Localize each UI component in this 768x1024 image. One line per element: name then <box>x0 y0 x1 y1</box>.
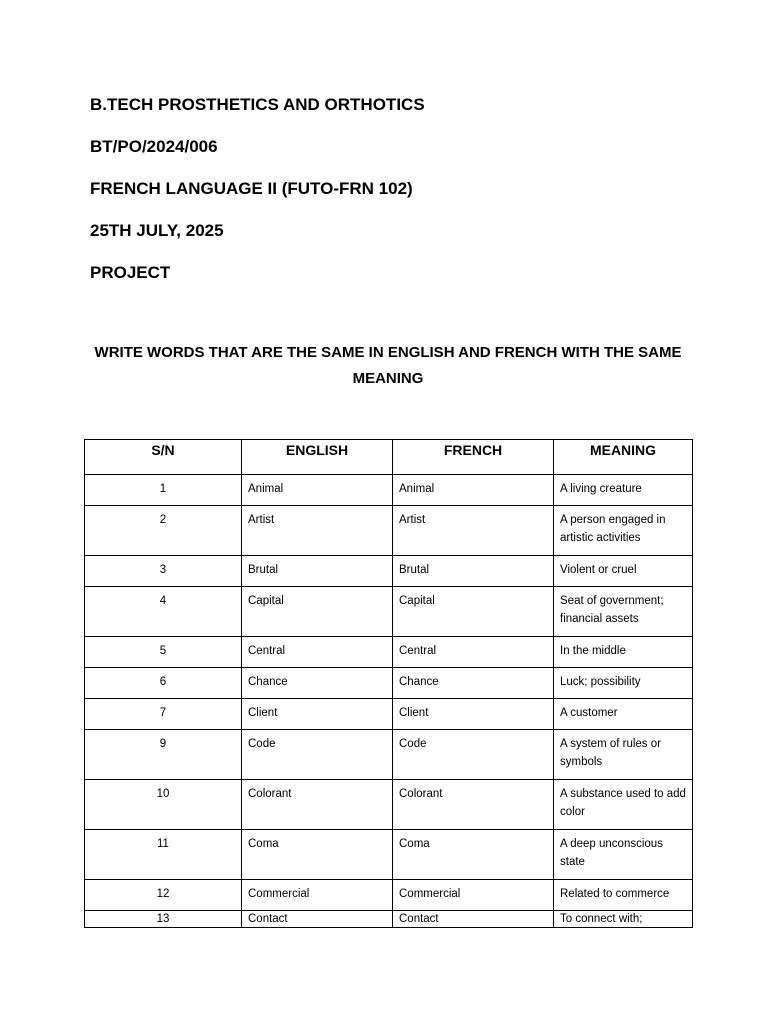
cell-french: Central <box>393 637 554 668</box>
column-header-english: ENGLISH <box>242 440 393 475</box>
cell-sn: 7 <box>85 699 242 730</box>
cell-french: Brutal <box>393 556 554 587</box>
cell-meaning: A living creature <box>554 475 693 506</box>
vocabulary-table <box>84 439 693 928</box>
cell-sn: 10 <box>85 780 242 830</box>
table-row <box>85 911 693 928</box>
cell-meaning: A deep unconscious state <box>554 830 693 880</box>
cell-meaning: To connect with; <box>554 911 693 928</box>
cell-english: Code <box>242 730 393 780</box>
cell-english: Client <box>242 699 393 730</box>
cell-french: Capital <box>393 587 554 637</box>
reg-number: BT/PO/2024/006 <box>90 137 218 156</box>
table-row <box>85 830 693 880</box>
table-row <box>85 556 693 587</box>
table-row <box>85 880 693 911</box>
cell-english: Coma <box>242 830 393 880</box>
cell-sn: 9 <box>85 730 242 780</box>
cell-meaning: A customer <box>554 699 693 730</box>
cell-meaning: A substance used to add color <box>554 780 693 830</box>
cell-english: Brutal <box>242 556 393 587</box>
cell-french: Coma <box>393 830 554 880</box>
table-row <box>85 506 693 556</box>
cell-french: Artist <box>393 506 554 556</box>
cell-sn: 11 <box>85 830 242 880</box>
table-row <box>85 780 693 830</box>
cell-sn: 3 <box>85 556 242 587</box>
cell-english: Artist <box>242 506 393 556</box>
column-header-sn: S/N <box>85 440 242 475</box>
cell-french: Chance <box>393 668 554 699</box>
cell-sn: 12 <box>85 880 242 911</box>
cell-meaning: A person engaged in artistic activities <box>554 506 693 556</box>
cell-sn: 13 <box>85 911 242 928</box>
cell-meaning: Related to commerce <box>554 880 693 911</box>
table-row <box>85 587 693 637</box>
cell-english: Central <box>242 637 393 668</box>
document-type: PROJECT <box>90 263 171 282</box>
cell-sn: 5 <box>85 637 242 668</box>
column-header-meaning: MEANING <box>554 440 693 475</box>
date: 25TH JULY, 2025 <box>90 221 224 240</box>
cell-english: Capital <box>242 587 393 637</box>
cell-english: Colorant <box>242 780 393 830</box>
program-title: B.TECH PROSTHETICS AND ORTHOTICS <box>90 95 425 114</box>
column-header-french: FRENCH <box>393 440 554 475</box>
cell-french: Animal <box>393 475 554 506</box>
cell-sn: 1 <box>85 475 242 506</box>
cell-english: Animal <box>242 475 393 506</box>
table-row <box>85 699 693 730</box>
cell-meaning: Violent or cruel <box>554 556 693 587</box>
cell-meaning: In the middle <box>554 637 693 668</box>
instruction-heading: WRITE WORDS THAT ARE THE SAME IN ENGLISH AND FRENCH WITH THE SAME MEANING <box>94 344 682 387</box>
table-header-row <box>85 440 693 475</box>
course-title: FRENCH LANGUAGE II (FUTO-FRN 102) <box>90 179 413 198</box>
cell-french: Client <box>393 699 554 730</box>
cell-french: Contact <box>393 911 554 928</box>
cell-english: Commercial <box>242 880 393 911</box>
table-row <box>85 730 693 780</box>
header-block <box>90 94 690 304</box>
cell-meaning: Luck; possibility <box>554 668 693 699</box>
table-row <box>85 475 693 506</box>
cell-sn: 2 <box>85 506 242 556</box>
table-row <box>85 668 693 699</box>
cell-meaning: Seat of government; financial assets <box>554 587 693 637</box>
cell-meaning: A system of rules or symbols <box>554 730 693 780</box>
cell-english: Contact <box>242 911 393 928</box>
cell-french: Code <box>393 730 554 780</box>
table-row <box>85 637 693 668</box>
cell-french: Colorant <box>393 780 554 830</box>
cell-french: Commercial <box>393 880 554 911</box>
cell-english: Chance <box>242 668 393 699</box>
cell-sn: 4 <box>85 587 242 637</box>
cell-sn: 6 <box>85 668 242 699</box>
